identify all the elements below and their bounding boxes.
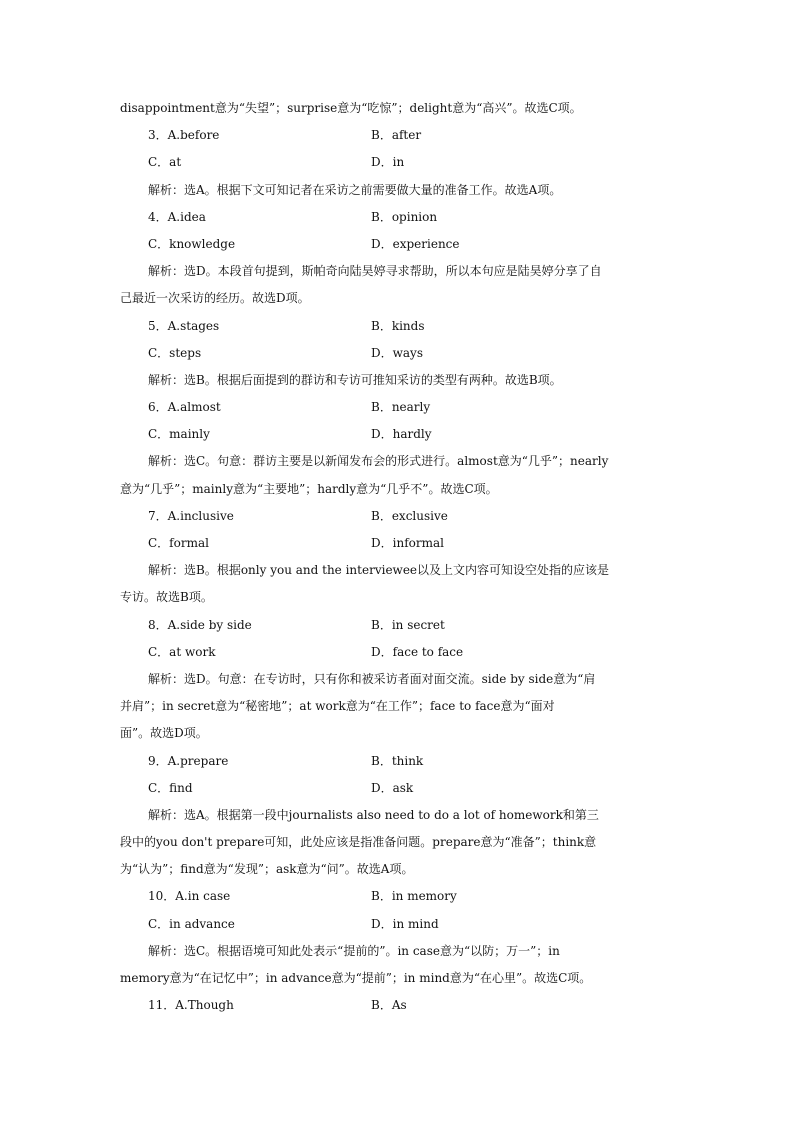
- text-line: 专访。故选B项。: [120, 590, 213, 605]
- option-left: 5．A.stages: [148, 318, 220, 333]
- option-right: B．kinds: [371, 318, 425, 333]
- option-row: [120, 911, 676, 938]
- text-line: 为“认为”；find意为“发现”；ask意为“问”。故选A项。: [120, 862, 414, 877]
- option-left: 3．A.before: [148, 128, 220, 143]
- option-right: D．experience: [371, 236, 460, 251]
- option-right: D．in mind: [371, 916, 439, 931]
- explanation-line: 解析：选B。根据后面提到的群访和专访可推知采访的类型有两种。故选B项。: [148, 372, 562, 387]
- option-right: D．in: [371, 155, 405, 170]
- option-left: C．formal: [148, 536, 209, 550]
- option-row: [120, 883, 676, 910]
- option-row: [120, 775, 676, 802]
- option-right: B．in memory: [371, 889, 457, 904]
- option-row: [120, 639, 676, 666]
- option-left: 11．A.Though: [148, 998, 234, 1013]
- option-right: D．hardly: [371, 427, 432, 442]
- option-right: D．ways: [371, 345, 423, 360]
- text-line: 并肩”；in secret意为“秘密地”；at work意为“在工作”；face to face意为“面对: [120, 699, 555, 714]
- option-left: 9．A.prepare: [148, 753, 229, 768]
- document-page: [120, 95, 676, 1019]
- text-line: 面”。故选D项。: [120, 726, 208, 741]
- option-left: 8．A.side by side: [148, 617, 252, 632]
- text-line: memory意为“在记忆中”；in advance意为“提前”；in mind意为“在心里”。故选C项。: [120, 971, 592, 985]
- option-row: [120, 992, 676, 1019]
- option-right: D．face to face: [371, 644, 464, 659]
- option-row: [120, 231, 676, 258]
- explanation-line: 解析：选B。根据only you and the interviewee以及上文内容可知设空处指的应该是: [148, 563, 610, 578]
- text-line: 意为“几乎”；mainly意为“主要地”；hardly意为“几乎不”。故选C项。: [120, 481, 498, 496]
- option-left: 4．A.idea: [148, 209, 206, 224]
- option-row: [120, 149, 676, 176]
- option-right: B．in secret: [371, 617, 445, 632]
- explanation-line: 解析：选C。句意：群访主要是以新闻发布会的形式进行。almost意为“几乎”；nearly: [148, 454, 609, 469]
- text-line: disappointment意为“失望”；surprise意为“吃惊”；delight意为“高兴”。故选C项。: [120, 101, 582, 115]
- option-left: C．at work: [148, 644, 216, 659]
- option-row: [120, 394, 676, 421]
- option-right: B．opinion: [371, 209, 438, 224]
- option-row: [120, 421, 676, 448]
- option-row: [120, 122, 676, 149]
- option-right: D．informal: [371, 536, 444, 550]
- option-left: 7．A.inclusive: [148, 508, 234, 523]
- option-row: [120, 204, 676, 231]
- option-right: D．ask: [371, 780, 414, 795]
- option-row: [120, 503, 676, 530]
- option-row: [120, 313, 676, 340]
- option-right: B．As: [371, 998, 407, 1013]
- option-left: C．find: [148, 780, 193, 795]
- option-left: C．steps: [148, 345, 202, 360]
- option-row: [120, 340, 676, 367]
- option-right: B．nearly: [371, 400, 431, 415]
- explanation-line: 解析：选A。根据第一段中journalists also need to do a lot of homework和第三: [148, 807, 599, 822]
- text-line: 己最近一次采访的经历。故选D项。: [120, 291, 310, 306]
- option-right: B．think: [371, 753, 424, 768]
- option-left: 6．A.almost: [148, 400, 221, 415]
- option-row: [120, 748, 676, 775]
- option-left: 10．A.in case: [148, 889, 231, 904]
- option-left: C．at: [148, 155, 182, 170]
- explanation-line: 解析：选A。根据下文可知记者在采访之前需要做大量的准备工作。故选A项。: [148, 182, 562, 197]
- option-row: [120, 530, 676, 557]
- option-row: [120, 612, 676, 639]
- text-line: 段中的you don't prepare可知，此处应该是指准备问题。prepare意为“准备”；think意: [120, 835, 597, 850]
- option-left: C．in advance: [148, 916, 235, 931]
- option-right: B．exclusive: [371, 508, 448, 523]
- explanation-line: 解析：选C。根据语境可知此处表示“提前的”。in case意为“以防；万一”；in: [148, 943, 560, 958]
- explanation-line: 解析：选D。本段首句提到，斯帕奇向陆昊婷寻求帮助，所以本句应是陆昊婷分享了自: [148, 264, 602, 279]
- option-right: B．after: [371, 128, 422, 143]
- explanation-line: 解析：选D。句意：在专访时，只有你和被采访者面对面交流。side by side意为“肩: [148, 671, 596, 686]
- option-left: C．mainly: [148, 427, 210, 442]
- option-left: C．knowledge: [148, 236, 236, 251]
